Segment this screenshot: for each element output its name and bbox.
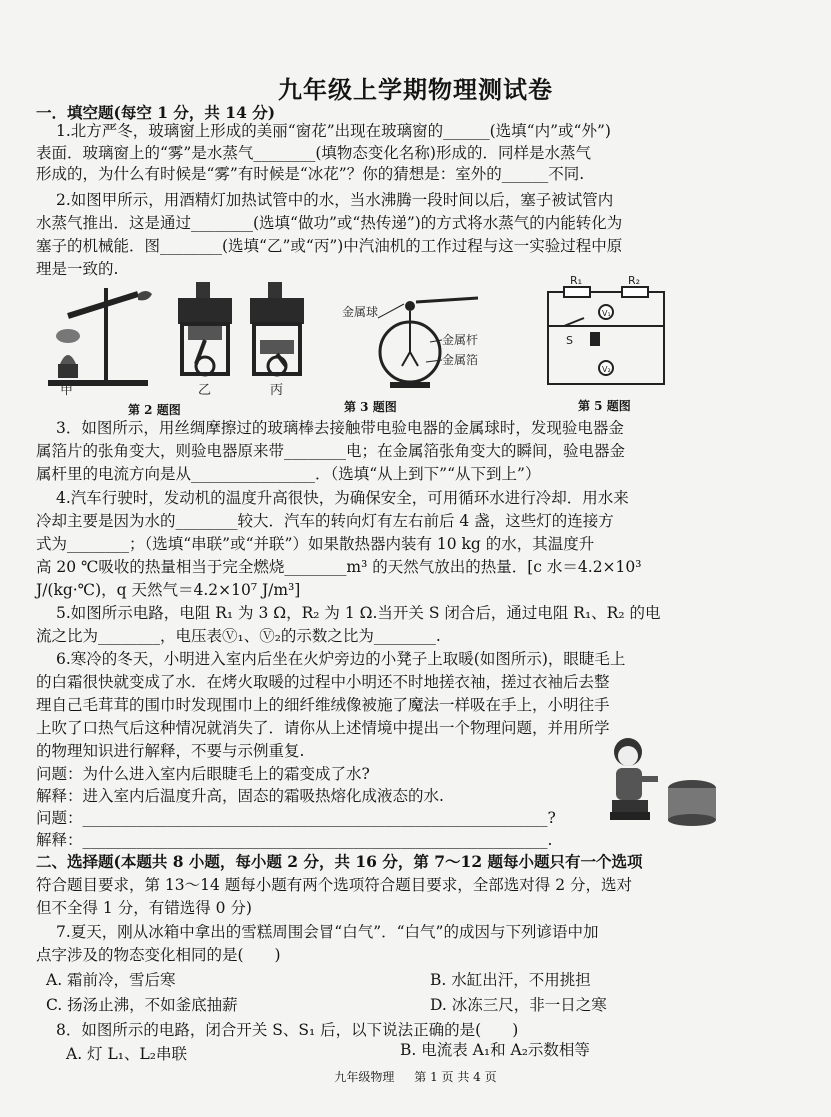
- q7-line: 7.夏天，刚从冰箱中拿出的雪糕周围会冒“白气”．“白气”的成因与下列谚语中加: [56, 923, 599, 941]
- caption-fig3: 第 3 题图: [344, 400, 397, 414]
- q6-line: 6.寒冷的冬天，小明进入室内后坐在火炉旁边的小凳子上取暖(如图所示)，眼睫毛上: [56, 650, 626, 668]
- section-1-heading: 一．填空题(每空 1 分，共 14 分): [36, 103, 276, 122]
- q8-option-a[interactable]: A. 灯 L₁、L₂串联: [66, 1045, 187, 1063]
- q1-line: 表面．玻璃窗上的“雾”是水蒸气________(填物态变化名称)形成的．同样是水蒸气: [36, 144, 591, 162]
- caption-fig5: 第 5 题图: [578, 399, 631, 413]
- q7-option-d[interactable]: D. 冰冻三尺，非一日之寒: [430, 996, 607, 1014]
- q6-answer-question[interactable]: 问题：____________________________________________________________?: [36, 809, 556, 827]
- label-metal-rod: 金属杆: [442, 333, 479, 347]
- q8-option-b[interactable]: B. 电流表 A₁和 A₂示数相等: [400, 1041, 590, 1059]
- q5-line: 5.如图所示电路，电阻 R₁ 为 3 Ω，R₂ 为 1 Ω.当开关 S 闭合后，通过电阻 R₁、R₂ 的电: [56, 604, 661, 622]
- q6-example-explanation: 解释：进入室内后温度升高，固态的霜吸热熔化成液态的水.: [36, 787, 444, 805]
- figure-circuit: [540, 272, 672, 390]
- q6-example-question: 问题：为什么进入室内后眼睫毛上的霜变成了水?: [36, 765, 370, 783]
- q6-answer-explanation[interactable]: 解释：____________________________________________________________.: [36, 831, 553, 849]
- q3-line: 属箔片的张角变大，则验电器原来带________电；在金属箔张角变大的瞬间，验电器金: [36, 442, 626, 460]
- figure-electroscope: [338, 296, 498, 400]
- section-2-heading: 但不全得 1 分，有错选得 0 分): [36, 899, 252, 917]
- label-r1: R₁: [570, 274, 583, 287]
- q7-option-b[interactable]: B. 水缸出汗，不用挑担: [430, 971, 591, 989]
- q4-line: 高 20 ℃吸收的热量相当于完全燃烧________m³ 的天然气放出的热量．[c 水＝4.2×10³: [36, 558, 642, 576]
- label-metal-foil: 金属箔: [442, 353, 479, 367]
- label-v2: V₂: [602, 365, 611, 374]
- q2-line: 水蒸气推出．这是通过________(选填“做功”或“热传递”)的方式将水蒸气的内能转化为: [36, 214, 623, 232]
- q2-line: 2.如图甲所示，用酒精灯加热试管中的水，当水沸腾一段时间以后，塞子被试管内: [56, 191, 614, 209]
- figure-yi-engine: [172, 280, 242, 398]
- label-r2: R₂: [628, 274, 641, 287]
- caption-fig2: 第 2 题图: [128, 403, 181, 417]
- q2-line: 塞子的机械能．图________(选填“乙”或“丙”)中汽油机的工作过程与这一实验过程中原: [36, 237, 623, 255]
- page-title: 九年级上学期物理测试卷: [278, 76, 553, 104]
- label-jia: 甲: [60, 383, 74, 396]
- q5-line: 流之比为________，电压表Ⓥ₁、Ⓥ₂的示数之比为________.: [36, 627, 441, 645]
- footer-page-number: 第 1 页 共 4 页: [414, 1070, 497, 1084]
- figure-jia: [38, 276, 158, 396]
- footer-subject: 九年级物理: [334, 1070, 395, 1084]
- label-yi: 乙: [198, 383, 212, 398]
- page-footer: [0, 1068, 831, 1085]
- q6-line: 上吹了口热气后这种情况就消失了．请你从上述情境中提出一个物理问题，并用所学: [36, 719, 610, 737]
- q6-line: 的白霜很快就变成了水．在烤火取暖的过程中小明还不时地搓衣袖，搓过衣袖后去整: [36, 673, 610, 691]
- q1-line: 1.北方严冬，玻璃窗上形成的美丽“窗花”出现在玻璃窗的______(选填“内”或“外”): [56, 122, 611, 140]
- label-bing: 丙: [270, 383, 284, 398]
- label-metal-ball: 金属球: [342, 305, 379, 319]
- figure-child-stove: [598, 732, 724, 832]
- q3-line: 3．如图所示，用丝绸摩擦过的玻璃棒去接触带电验电器的金属球时，发现验电器金: [56, 419, 624, 437]
- q7-option-a[interactable]: A. 霜前冷，雪后寒: [46, 971, 176, 989]
- q4-line: 4.汽车行驶时，发动机的温度升高很快，为确保安全，可用循环水进行冷却．用水来: [56, 489, 629, 507]
- q4-line: 冷却主要是因为水的________较大．汽车的转向灯有左右前后 4 盏，这些灯的连接方: [36, 512, 614, 530]
- q7-option-c[interactable]: C. 扬汤止沸，不如釜底抽薪: [46, 996, 238, 1014]
- q4-line: 式为________；（选填“串联”或“并联”）如果散热器内装有 10 kg 的水，其温度升: [36, 535, 595, 553]
- q6-line: 理自己毛茸茸的围巾时发现围巾上的细纤维绒像被施了魔法一样吸在手上，小明往手: [36, 696, 610, 714]
- label-switch: S: [566, 334, 573, 347]
- q2-line: 理是一致的.: [36, 260, 119, 278]
- label-v1: V₁: [602, 309, 611, 318]
- q4-line: J/(kg·℃)，q 天然气＝4.2×10⁷ J/m³]: [36, 581, 301, 599]
- section-2-heading: 符合题目要求，第 13～14 题每小题有两个选项符合题目要求，全部选对得 2 分，选对: [36, 876, 633, 894]
- q3-line: 属杆里的电流方向是从________________．（选填“从上到下”“从下到上”）: [36, 465, 541, 483]
- figure-bing-engine: [244, 280, 314, 398]
- section-2-heading: 二、选择题(本题共 8 小题，每小题 2 分，共 16 分，第 7～12 题每小题只有一个选项: [36, 852, 643, 871]
- q8-line: 8．如图所示的电路，闭合开关 S、S₁ 后，以下说法正确的是( ): [56, 1021, 519, 1039]
- q6-line: 的物理知识进行解释，不要与示例重复.: [36, 742, 305, 760]
- q7-line: 点字涉及的物态变化相同的是( ): [36, 946, 281, 964]
- q1-line: 形成的，为什么有时候是“雾”有时候是“冰花”？你的猜想是：室外的______不同.: [36, 165, 585, 183]
